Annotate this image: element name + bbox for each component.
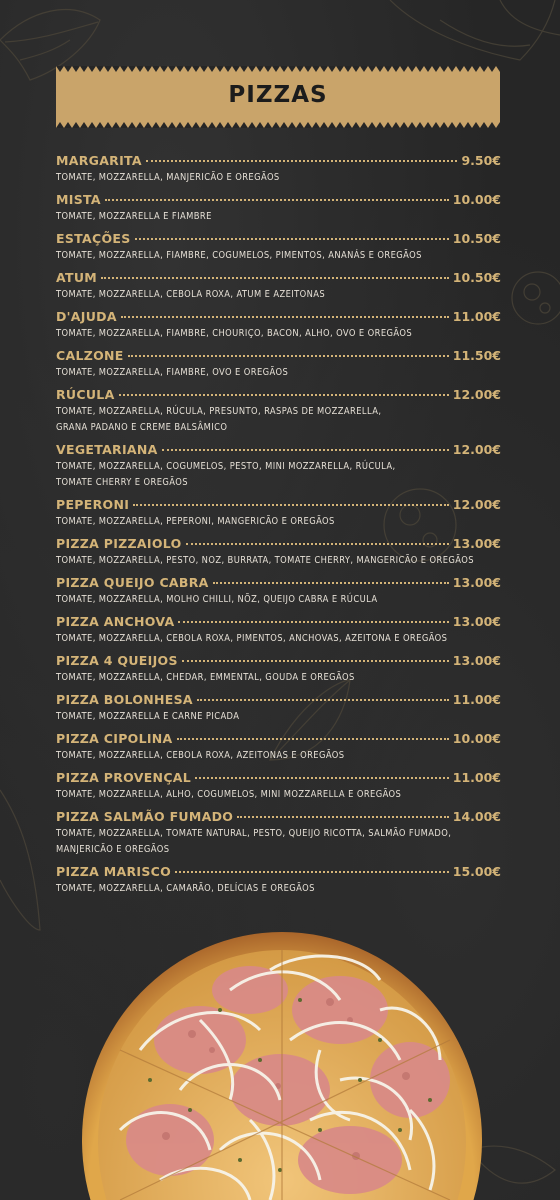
menu-item-name: ATUM xyxy=(56,270,98,285)
menu-item-price: 15.00€ xyxy=(452,864,501,879)
menu-item-name: PIZZA QUEIJO CABRA xyxy=(56,575,209,590)
menu-item xyxy=(56,442,501,491)
menu-item-row xyxy=(56,575,501,592)
menu-item-name: D'AJUDA xyxy=(56,309,117,324)
menu-item-price: 12.00€ xyxy=(452,497,501,512)
menu-item-name: PIZZA PIZZAIOLO xyxy=(56,536,182,551)
menu-item-description: TOMATE, MOZZARELLA, MANJERICÃO E OREGÃOS xyxy=(56,172,280,183)
dot-leader xyxy=(186,543,449,545)
menu-item xyxy=(56,192,501,225)
menu-item xyxy=(56,575,501,608)
dot-leader xyxy=(119,394,449,396)
menu-item-name: PIZZA 4 QUEIJOS xyxy=(56,653,178,668)
menu-item-description: TOMATE CHERRY E OREGÃOS xyxy=(56,477,188,488)
menu-item xyxy=(56,731,501,764)
dot-leader xyxy=(177,738,449,740)
menu-item-name: PIZZA MARISCO xyxy=(56,864,172,879)
menu-item-row xyxy=(56,864,501,881)
dot-leader xyxy=(101,277,449,279)
menu-item-price: 11.00€ xyxy=(452,309,501,324)
dot-leader xyxy=(213,582,449,584)
menu-item-price: 10.00€ xyxy=(452,731,501,746)
menu-item-description: TOMATE, MOZZARELLA E CARNE PICADA xyxy=(56,711,240,722)
dot-leader xyxy=(237,816,449,818)
dot-leader xyxy=(128,355,449,357)
menu-item-price: 10.50€ xyxy=(452,231,501,246)
menu-item-description: MANJERICÃO E OREGÃOS xyxy=(56,844,170,855)
menu-item xyxy=(56,653,501,686)
menu-item-price: 12.00€ xyxy=(452,442,501,457)
dot-leader xyxy=(105,199,449,201)
dot-leader xyxy=(121,316,449,318)
dot-leader xyxy=(133,504,449,506)
menu-item-price: 13.00€ xyxy=(452,614,501,629)
menu-item-description: TOMATE, MOZZARELLA, CEBOLA ROXA, AZEITONAS E OREGÃOS xyxy=(56,750,345,761)
menu-item xyxy=(56,497,501,530)
menu-item-description: TOMATE, MOZZARELLA, CEBOLA ROXA, PIMENTOS, ANCHOVAS, AZEITONA E OREGÃOS xyxy=(56,633,448,644)
menu-item-description: TOMATE, MOZZARELLA, MOLHO CHILLI, NÕZ, QUEIJO CABRA E RÚCULA xyxy=(56,594,378,605)
menu-item-name: PEPERONI xyxy=(56,497,130,512)
menu-item-row xyxy=(56,348,501,365)
menu-item xyxy=(56,692,501,725)
page-title: PIZZAS xyxy=(228,82,328,108)
menu-item-description: TOMATE, MOZZARELLA, RÚCULA, PRESUNTO, RASPAS DE MOZZARELLA, xyxy=(56,406,382,417)
menu-item-price: 10.50€ xyxy=(452,270,501,285)
menu-item-name: PIZZA SALMÃO FUMADO xyxy=(56,809,234,824)
menu-item-price: 9.50€ xyxy=(461,153,501,168)
menu-item xyxy=(56,614,501,647)
title-banner xyxy=(56,66,500,128)
dot-leader xyxy=(197,699,449,701)
menu-item-name: RÚCULA xyxy=(56,387,115,402)
menu-item-description: TOMATE, MOZZARELLA, PESTO, NOZ, BURRATA, TOMATE CHERRY, MANGERICÃO E OREGÃOS xyxy=(56,555,474,566)
menu-item-name: PIZZA ANCHOVA xyxy=(56,614,175,629)
pizza-menu-list xyxy=(56,153,501,903)
menu-item-name: MARGARITA xyxy=(56,153,142,168)
menu-item-description: GRANA PADANO E CREME BALSÂMICO xyxy=(56,422,228,433)
menu-item-row xyxy=(56,692,501,709)
menu-item-price: 11.50€ xyxy=(452,348,501,363)
menu-item-description: TOMATE, MOZZARELLA, COGUMELOS, PESTO, MINI MOZZARELLA, RÚCULA, xyxy=(56,461,396,472)
menu-item-row xyxy=(56,614,501,631)
menu-item xyxy=(56,809,501,858)
menu-item-description: TOMATE, MOZZARELLA, FIAMBRE, OVO E OREGÃOS xyxy=(56,367,289,378)
menu-item-row xyxy=(56,231,501,248)
dot-leader xyxy=(178,621,448,623)
menu-item xyxy=(56,309,501,342)
menu-item-price: 14.00€ xyxy=(452,809,501,824)
zigzag-border-top xyxy=(56,66,500,72)
menu-item xyxy=(56,153,501,186)
dot-leader xyxy=(195,777,449,779)
menu-item-row xyxy=(56,387,501,404)
menu-item-description: TOMATE, MOZZARELLA, PEPERONI, MANGERICÃO E OREGÃOS xyxy=(56,516,335,527)
menu-item-description: TOMATE, MOZZARELLA, CEBOLA ROXA, ATUM E AZEITONAS xyxy=(56,289,326,300)
dot-leader xyxy=(182,660,449,662)
menu-item-name: MISTA xyxy=(56,192,101,207)
dot-leader xyxy=(162,449,449,451)
menu-item-price: 13.00€ xyxy=(452,575,501,590)
menu-item-name: PIZZA BOLONHESA xyxy=(56,692,193,707)
menu-item xyxy=(56,387,501,436)
menu-item xyxy=(56,536,501,569)
menu-item xyxy=(56,770,501,803)
dot-leader xyxy=(135,238,449,240)
menu-item-row xyxy=(56,809,501,826)
dot-leader xyxy=(175,871,449,873)
menu-item-description: TOMATE, MOZZARELLA, FIAMBRE, COGUMELOS, PIMENTOS, ANANÁS E OREGÃOS xyxy=(56,250,422,261)
zigzag-border-bottom xyxy=(56,122,500,128)
menu-item-description: TOMATE, MOZZARELLA, FIAMBRE, CHOURIÇO, BACON, ALHO, OVO E OREGÃOS xyxy=(56,328,413,339)
menu-item-row xyxy=(56,442,501,459)
menu-item-description: TOMATE, MOZZARELLA, TOMATE NATURAL, PESTO, QUEIJO RICOTTA, SALMÃO FUMADO, xyxy=(56,828,452,839)
menu-item-row xyxy=(56,653,501,670)
menu-item-price: 12.00€ xyxy=(452,387,501,402)
menu-item-price: 13.00€ xyxy=(452,536,501,551)
menu-item-price: 10.00€ xyxy=(452,192,501,207)
menu-item-name: PIZZA PROVENÇAL xyxy=(56,770,192,785)
menu-item-description: TOMATE, MOZZARELLA E FIAMBRE xyxy=(56,211,212,222)
menu-item-price: 11.00€ xyxy=(452,692,501,707)
menu-item-row xyxy=(56,192,501,209)
menu-item-row xyxy=(56,770,501,787)
menu-item xyxy=(56,864,501,897)
menu-item xyxy=(56,270,501,303)
menu-item-name: PIZZA CIPOLINA xyxy=(56,731,173,746)
menu-item-name: VEGETARIANA xyxy=(56,442,158,457)
menu-item-row xyxy=(56,309,501,326)
menu-item-description: TOMATE, MOZZARELLA, CAMARÃO, DELÍCIAS E OREGÃOS xyxy=(56,883,315,894)
dot-leader xyxy=(146,160,458,162)
menu-item-description: TOMATE, MOZZARELLA, ALHO, COGUMELOS, MINI MOZZARELLA E OREGÃOS xyxy=(56,789,402,800)
menu-item-price: 13.00€ xyxy=(452,653,501,668)
menu-item-row xyxy=(56,497,501,514)
menu-item-row xyxy=(56,270,501,287)
menu-item-description: TOMATE, MOZZARELLA, CHEDAR, EMMENTAL, GOUDA E OREGÃOS xyxy=(56,672,355,683)
menu-item xyxy=(56,231,501,264)
menu-item-price: 11.00€ xyxy=(452,770,501,785)
menu-item xyxy=(56,348,501,381)
menu-item-name: CALZONE xyxy=(56,348,124,363)
menu-item-row xyxy=(56,536,501,553)
menu-item-row xyxy=(56,731,501,748)
menu-item-row xyxy=(56,153,501,170)
menu-item-name: ESTAÇÕES xyxy=(56,231,131,246)
pizza-photo xyxy=(80,930,484,1200)
